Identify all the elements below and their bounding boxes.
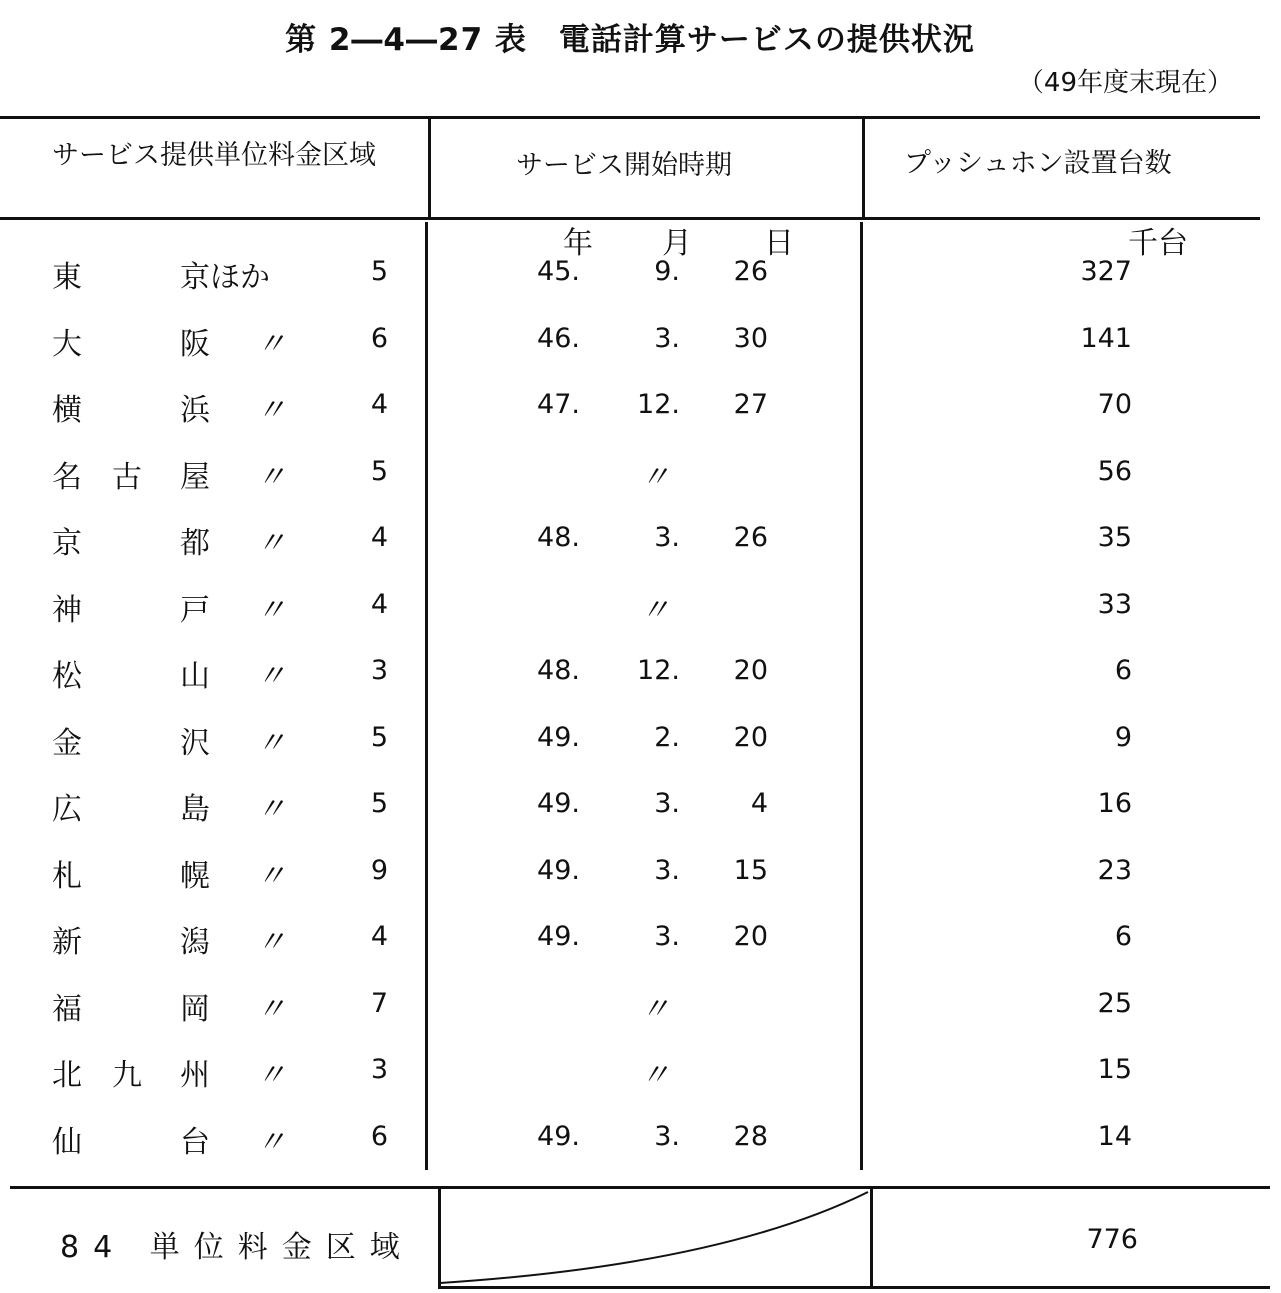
start-day: 26 [733, 522, 768, 553]
phones-count: 25 [1097, 987, 1132, 1019]
start-year: 48. [537, 655, 580, 686]
area-ditto-mark: 〃 [256, 1124, 286, 1160]
area-name-last: 山 [180, 659, 210, 694]
area-count: 5 [370, 788, 388, 819]
start-ditto-mark: 〃 [640, 459, 670, 495]
area-name-last: 台 [180, 1124, 210, 1160]
area-name-last: 戸 [180, 592, 210, 628]
table-title: 第 2―4―27 表 電話計算サービスの提供状況 [285, 22, 975, 58]
col-divider-1-header [428, 118, 431, 218]
start-day: 4 [750, 788, 768, 819]
area-ditto-mark: 〃 [256, 925, 286, 960]
area-ditto-mark: 〃 [256, 725, 286, 761]
area-name-last: 京ほか [180, 260, 270, 295]
header-area: サービス提供単位料金区域 [52, 140, 376, 171]
start-day: 30 [733, 322, 768, 354]
area-count: 4 [370, 522, 388, 553]
start-month: 3. [654, 788, 680, 819]
start-month: 3. [654, 522, 680, 553]
area-name-first: 横 [52, 393, 82, 428]
header-rule [0, 217, 1260, 220]
area-count: 5 [370, 455, 388, 487]
area-name-first: 広 [52, 792, 82, 827]
table-row [0, 385, 1281, 435]
col-divider-2-header [862, 118, 865, 218]
area-ditto-mark: 〃 [256, 858, 286, 894]
start-year: 45. [537, 256, 580, 287]
area-count: 6 [370, 1120, 388, 1152]
phones-count: 15 [1097, 1054, 1132, 1085]
area-name-first: 仙 [52, 1124, 82, 1160]
start-month: 9. [654, 256, 680, 287]
table-row [0, 452, 1281, 502]
area-ditto-mark: 〃 [256, 1058, 286, 1093]
table-row [0, 1117, 1281, 1167]
table-row [0, 252, 1281, 302]
area-name-first: 松 [52, 659, 82, 694]
area-ditto-mark: 〃 [256, 991, 286, 1027]
phones-count: 14 [1097, 1120, 1132, 1152]
area-name-first: 東 [52, 260, 82, 295]
start-day: 20 [733, 655, 768, 686]
area-ditto-mark: 〃 [256, 459, 286, 495]
total-row [0, 1222, 1281, 1265]
area-name-last: 阪 [180, 326, 210, 362]
area-ditto-mark: 〃 [256, 659, 286, 694]
table-row [0, 718, 1281, 768]
area-name-first: 京 [52, 526, 82, 561]
area-count: 9 [370, 854, 388, 886]
start-year: 47. [537, 389, 580, 420]
phones-count: 70 [1097, 389, 1132, 420]
area-name-first: 大 [52, 326, 82, 362]
start-day: 28 [733, 1120, 768, 1152]
unit-phones: 千台 [1128, 226, 1188, 261]
phones-count: 23 [1097, 854, 1132, 886]
table-row [0, 585, 1281, 635]
area-name-first: 新 [52, 925, 82, 960]
as-of-note: （49年度末現在） [1017, 68, 1233, 98]
area-name-last: 幌 [180, 858, 210, 894]
start-year: 49. [537, 921, 580, 952]
phones-count: 16 [1097, 788, 1132, 819]
start-ditto-mark: 〃 [640, 592, 670, 628]
area-ditto-mark: 〃 [256, 393, 286, 428]
area-ditto-mark: 〃 [256, 792, 286, 827]
area-count: 3 [370, 655, 388, 686]
unit-month: 月 [662, 226, 692, 261]
start-month: 2. [654, 721, 680, 753]
top-rule [0, 116, 1260, 119]
phones-count: 33 [1097, 588, 1132, 620]
start-day: 26 [733, 256, 768, 287]
table-row [0, 518, 1281, 568]
phones-count: 141 [1080, 322, 1132, 354]
start-year: 49. [537, 788, 580, 819]
start-day: 15 [733, 854, 768, 886]
area-name-last: 潟 [180, 925, 210, 960]
area-name-last: 島 [180, 792, 210, 827]
area-name-first: 名 古 [52, 459, 142, 495]
start-month: 3. [654, 921, 680, 952]
start-ditto-mark: 〃 [640, 1058, 670, 1093]
start-month: 3. [654, 1120, 680, 1152]
phones-count: 6 [1114, 921, 1132, 952]
start-year: 49. [537, 721, 580, 753]
area-count: 4 [370, 588, 388, 620]
area-count: 7 [370, 987, 388, 1019]
area-count: 4 [370, 389, 388, 420]
area-count: 3 [370, 1054, 388, 1085]
area-count: 6 [370, 322, 388, 354]
table-row [0, 984, 1281, 1034]
phones-count: 35 [1097, 522, 1132, 553]
area-name-last: 岡 [180, 991, 210, 1027]
table-row [0, 1050, 1281, 1100]
total-rule [10, 1186, 1270, 1189]
bottom-rule [438, 1286, 1270, 1289]
table-row [0, 319, 1281, 369]
start-year: 49. [537, 1120, 580, 1152]
area-name-last: 浜 [180, 393, 210, 428]
start-ditto-mark: 〃 [640, 991, 670, 1027]
area-name-last: 沢 [180, 725, 210, 761]
table-row [0, 851, 1281, 901]
area-count: 5 [370, 721, 388, 753]
start-year: 46. [537, 322, 580, 354]
table-row [0, 784, 1281, 834]
area-name-first: 神 [52, 592, 82, 628]
start-month: 3. [654, 854, 680, 886]
header-start: サービス開始時期 [516, 150, 732, 181]
area-name-first: 福 [52, 991, 82, 1027]
start-month: 12. [637, 655, 680, 686]
table-row [0, 917, 1281, 967]
start-day: 20 [733, 721, 768, 753]
area-name-first: 札 [52, 858, 82, 894]
area-name-last: 屋 [180, 459, 210, 495]
phones-count: 9 [1114, 721, 1132, 753]
total-phones: 776 [1086, 1224, 1138, 1255]
area-ditto-mark: 〃 [256, 526, 286, 561]
phones-count: 56 [1097, 455, 1132, 487]
start-day: 27 [733, 389, 768, 420]
start-year: 48. [537, 522, 580, 553]
area-name-last: 都 [180, 526, 210, 561]
start-month: 12. [637, 389, 680, 420]
phones-count: 327 [1080, 256, 1132, 287]
area-name-last: 州 [180, 1058, 210, 1093]
area-count: 5 [370, 256, 388, 287]
table-row [0, 651, 1281, 701]
area-ditto-mark: 〃 [256, 326, 286, 362]
area-name-first: 北 九 [52, 1058, 142, 1093]
total-label: 84 単位料金区域 [60, 1230, 414, 1265]
area-name-first: 金 [52, 725, 82, 761]
start-year: 49. [537, 854, 580, 886]
start-month: 3. [654, 322, 680, 354]
unit-year: 年 [563, 226, 593, 261]
area-ditto-mark: 〃 [256, 592, 286, 628]
phones-count: 6 [1114, 655, 1132, 686]
start-day: 20 [733, 921, 768, 952]
area-count: 4 [370, 921, 388, 952]
unit-day: 日 [764, 226, 794, 261]
header-phones: プッシュホン設置台数 [904, 148, 1172, 179]
